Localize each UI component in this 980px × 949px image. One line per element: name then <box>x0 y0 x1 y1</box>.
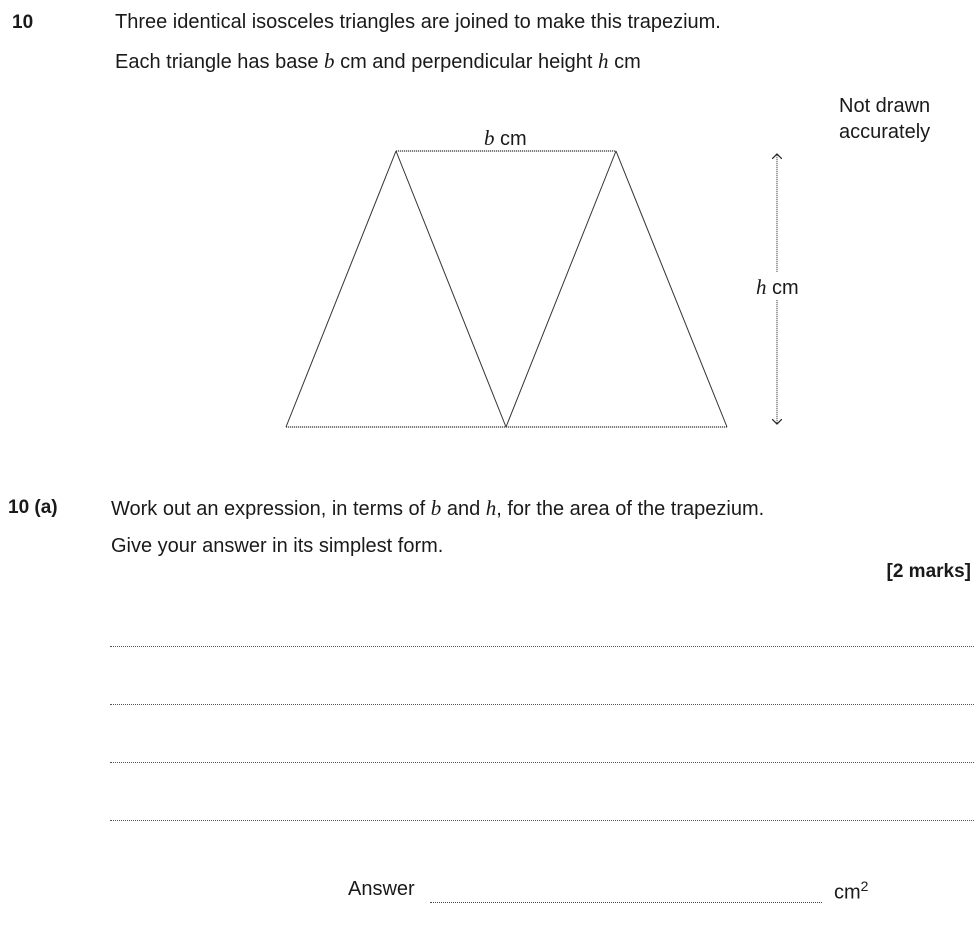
answer-label: Answer <box>348 878 415 900</box>
part-a-instruction: Work out an expression, in terms of b and h, for the area of the trapezium. <box>111 496 765 520</box>
answer-line[interactable] <box>430 902 822 903</box>
not-drawn-note-line1: Not drawn <box>839 95 931 117</box>
top-base-label: b cm <box>484 126 527 150</box>
question-intro: Three identical isosceles triangles are joined to make this trapezium. <box>115 11 721 33</box>
part-a-number: 10 (a) <box>8 497 58 518</box>
question-description: Each triangle has base b cm and perpendicular height h cm <box>115 49 641 73</box>
working-line-2[interactable] <box>110 704 974 705</box>
trapezium-right-edge <box>616 151 727 427</box>
part-a-simplest-form: Give your answer in its simplest form. <box>111 535 444 557</box>
variable-b: b <box>324 49 335 73</box>
working-line-3[interactable] <box>110 762 974 763</box>
triangle-inner-edge-2 <box>506 151 616 427</box>
height-label: h cm <box>756 275 799 299</box>
trapezium-left-edge <box>286 151 396 427</box>
question-number: 10 <box>12 12 34 33</box>
answer-unit: $cm^2$ <box>834 878 869 904</box>
marks-indicator: [2 marks] <box>886 561 971 582</box>
working-line-1[interactable] <box>110 646 974 647</box>
working-line-4[interactable] <box>110 820 974 821</box>
variable-h: h <box>598 49 609 73</box>
triangle-inner-edge-1 <box>396 151 506 427</box>
not-drawn-note-line2: accurately <box>839 121 931 143</box>
